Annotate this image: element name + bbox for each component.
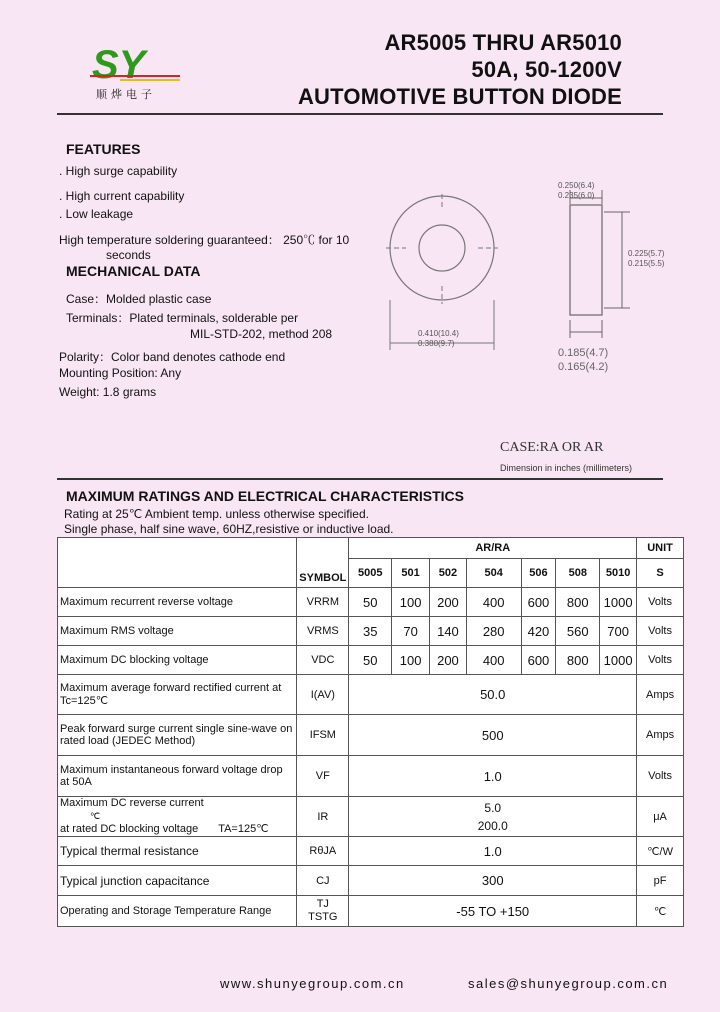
package-drawing (380, 160, 700, 390)
param-header (58, 538, 297, 588)
model-cell: 501 (392, 559, 430, 588)
solder-text-cont: seconds (106, 248, 151, 262)
dim-right-1: 0.225(5.7) (628, 249, 665, 258)
title-line-1: AR5005 THRU AR5010 (384, 30, 622, 55)
symbol-cell: I(AV) (297, 675, 349, 715)
value-cell: 50 (349, 588, 392, 617)
unit-cell: μA (637, 797, 684, 837)
symbol-header: SYMBOL (297, 538, 349, 588)
param-cell: Peak forward surge current single sine-wave on rated load (JEDEC Method) (58, 715, 297, 756)
value-cell: 600 (521, 588, 556, 617)
mechanical-heading: MECHANICAL DATA (66, 263, 201, 279)
feature-item: . Low leakage (59, 207, 133, 221)
table-row (58, 588, 684, 617)
footer-website[interactable]: www.shunyegroup.com.cn (220, 976, 405, 991)
terminals-text: Terminals：Plated terminals, solderable per (66, 311, 299, 325)
table-row (58, 646, 684, 675)
logo-subtitle: 顺烨电子 (96, 88, 156, 101)
unit-cell: Volts (637, 617, 684, 646)
table-row (58, 715, 684, 756)
mounting-text: Mounting Position: Any (59, 366, 182, 380)
table-row (58, 797, 684, 837)
param-cell: Typical thermal resistance (58, 837, 297, 866)
dimension-note: Dimension in inches (millimeters) (500, 463, 633, 473)
unit-cell: Volts (637, 646, 684, 675)
dim-thick-2: 0.165(4.2) (558, 361, 609, 373)
value-cell: 1.0 (349, 756, 637, 797)
unit-cell: Volts (637, 756, 684, 797)
ratings-note-2: Single phase, half sine wave, 60HZ,resistive or inductive load. (64, 522, 394, 536)
symbol-cell: VF (297, 756, 349, 797)
symbol-cell (297, 896, 349, 927)
feature-item: . High current capability (59, 189, 184, 203)
value-cell: 35 (349, 617, 392, 646)
symbol-cell: VRRM (297, 588, 349, 617)
case-label: CASE:RA OR AR (500, 440, 604, 455)
param-cell (58, 797, 297, 837)
model-cell: 506 (521, 559, 556, 588)
unit-cell: ℃/W (637, 837, 684, 866)
param-cell: Maximum RMS voltage (58, 617, 297, 646)
value-cell: 400 (466, 588, 521, 617)
ir-param-cond: at rated DC blocking voltage TA=125℃ (60, 823, 269, 835)
title-line-3: AUTOMOTIVE BUTTON DIODE (297, 84, 622, 109)
param-cell: Typical junction capacitance (58, 866, 297, 896)
value-cell: -55 TO +150 (349, 896, 637, 927)
dim-bottom-1: 0.410(10.4) (418, 329, 459, 338)
polarity-text: Polarity：Color band denotes cathode end (59, 350, 286, 364)
ir-value-25: 5.0 (484, 800, 502, 815)
param-cell: Maximum average forward rectified current at Tc=125℃ (58, 675, 297, 715)
footer-email[interactable]: sales@shunyegroup.com.cn (468, 976, 669, 991)
param-cell: Maximum DC blocking voltage (58, 646, 297, 675)
model-cell: 504 (466, 559, 521, 588)
value-cell: 420 (521, 617, 556, 646)
ratings-table (57, 537, 684, 927)
value-cell: 500 (349, 715, 637, 756)
table-row (58, 837, 684, 866)
group-header: AR/RA (349, 538, 637, 559)
value-cell: 50.0 (349, 675, 637, 715)
value-cell: 1.0 (349, 837, 637, 866)
header-rule (57, 113, 663, 115)
unit-cell: ℃ (637, 896, 684, 927)
model-cell: 502 (430, 559, 467, 588)
ratings-note-1: Rating at 25℃ Ambient temp. unless otherwise specified. (64, 507, 369, 521)
symbol-tstg: TSTG (308, 911, 338, 923)
ratings-heading: MAXIMUM RATINGS AND ELECTRICAL CHARACTERISTICS (66, 488, 464, 504)
value-cell: 700 (600, 617, 637, 646)
top-view (386, 194, 498, 350)
table-row (58, 866, 684, 896)
value-cell: 600 (521, 646, 556, 675)
value-cell: 70 (392, 617, 430, 646)
symbol-cell: RθJA (297, 837, 349, 866)
value-cell (349, 797, 637, 837)
feature-item: . High surge capability (59, 164, 177, 178)
side-view (570, 190, 630, 338)
ir-param-line: Maximum DC reverse current (60, 797, 204, 809)
symbol-cell: IFSM (297, 715, 349, 756)
value-cell: 100 (392, 588, 430, 617)
unit-header: UNIT (637, 538, 684, 559)
value-cell: 400 (466, 646, 521, 675)
param-cell: Operating and Storage Temperature Range (58, 896, 297, 927)
model-cell: 5005 (349, 559, 392, 588)
param-cell: Maximum recurrent reverse voltage (58, 588, 297, 617)
value-cell: 100 (392, 646, 430, 675)
table-row (58, 896, 684, 927)
table-row (58, 756, 684, 797)
symbol-cell: VRMS (297, 617, 349, 646)
solder-text: High temperature soldering guaranteed： 250℃ for 10 (59, 233, 350, 247)
value-cell: 280 (466, 617, 521, 646)
terminals-text-cont: MIL-STD-202, method 208 (190, 327, 333, 341)
unit-header-suffix: S (637, 559, 684, 588)
table-row (58, 675, 684, 715)
value-cell: 200 (430, 646, 467, 675)
value-cell: 200 (430, 588, 467, 617)
dim-right-2: 0.215(5.5) (628, 259, 665, 268)
table-header-row (58, 538, 684, 559)
value-cell: 800 (556, 646, 600, 675)
case-text: Case：Molded plastic case (66, 292, 212, 306)
section-rule (57, 478, 663, 480)
value-cell: 1000 (600, 646, 637, 675)
dim-thick-1: 0.185(4.7) (558, 347, 609, 359)
unit-cell: Amps (637, 715, 684, 756)
features-heading: FEATURES (66, 141, 141, 157)
unit-cell: Amps (637, 675, 684, 715)
table-row (58, 617, 684, 646)
unit-cell: pF (637, 866, 684, 896)
title-line-2: 50A, 50-1200V (471, 57, 622, 82)
logo-letters: SY (92, 43, 146, 87)
model-cell: 508 (556, 559, 600, 588)
dim-top-2: 0.235(6.0) (558, 191, 595, 200)
symbol-cell: VDC (297, 646, 349, 675)
value-cell: 50 (349, 646, 392, 675)
symbol-cell: CJ (297, 866, 349, 896)
param-cell: Maximum instantaneous forward voltage drop at 50A (58, 756, 297, 797)
value-cell: 560 (556, 617, 600, 646)
symbol-cell: IR (297, 797, 349, 837)
ir-param-temp: ℃ (90, 811, 101, 821)
model-cell: 5010 (600, 559, 637, 588)
value-cell: 1000 (600, 588, 637, 617)
value-cell: 800 (556, 588, 600, 617)
value-cell: 140 (430, 617, 467, 646)
unit-cell: Volts (637, 588, 684, 617)
dim-bottom-2: 0.380(9.7) (418, 339, 455, 348)
value-cell: 300 (349, 866, 637, 896)
symbol-tj: TJ (316, 898, 329, 910)
dim-top-1: 0.250(6.4) (558, 181, 595, 190)
ir-value-125: 200.0 (477, 818, 508, 833)
weight-text: Weight: 1.8 grams (59, 385, 157, 399)
